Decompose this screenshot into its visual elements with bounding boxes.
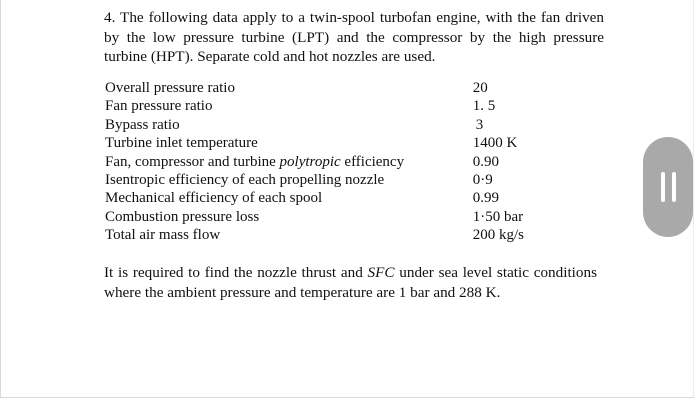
table-row	[105, 79, 545, 97]
row-value: 0·9	[472, 172, 493, 189]
table-row	[105, 134, 545, 152]
row-label-emphasis: polytropic	[279, 153, 341, 170]
drag-handle-icon[interactable]	[643, 137, 693, 237]
engine-data-table	[105, 79, 545, 245]
grip-line	[672, 172, 676, 202]
row-label: Combustion pressure loss	[105, 208, 260, 225]
row-value: 0.99	[472, 190, 499, 207]
grip-line	[661, 172, 665, 202]
table-row	[105, 153, 545, 171]
row-value: 200 kg/s	[472, 227, 524, 244]
row-value: 1400 K	[472, 135, 518, 152]
question-intro: 4. The following data apply to a twin-spool turbofan engine, with the fan driven by the low pressure turbine (LPT) and the compressor by the high pressure turbine (HPT). Separate cold and hot nozzles are used.	[104, 9, 604, 65]
row-value: 0.90	[472, 153, 499, 170]
row-label: Bypass ratio	[105, 116, 180, 133]
outro-emphasis: SFC	[367, 264, 395, 281]
question-outro	[104, 263, 597, 302]
row-label-part: Fan, compressor and turbine	[105, 153, 280, 170]
outro-part: under sea level static conditions where the ambient pressure and temperature are 1 bar and 288 K.	[104, 264, 597, 301]
table-row	[105, 116, 545, 134]
row-value: 1·50 bar	[472, 208, 524, 225]
row-label: Total air mass flow	[105, 227, 221, 244]
row-value: 20	[472, 80, 488, 96]
row-label	[105, 153, 473, 171]
row-label: Isentropic efficiency of each propelling nozzle	[105, 172, 385, 189]
row-label: Mechanical efficiency of each spool	[105, 190, 323, 207]
table-row	[105, 171, 545, 189]
row-label: Overall pressure ratio	[105, 80, 235, 96]
table-row	[105, 226, 545, 244]
row-value: 3	[475, 116, 484, 133]
row-label-part: efficiency	[340, 153, 405, 170]
row-label: Fan pressure ratio	[105, 98, 213, 115]
row-value: 1. 5	[472, 98, 496, 115]
row-label: Turbine inlet temperature	[105, 135, 258, 152]
table-row	[105, 97, 545, 115]
table-row	[105, 208, 545, 226]
outro-part: It is required to find the nozzle thrust and	[104, 264, 368, 281]
table-row	[105, 189, 545, 207]
